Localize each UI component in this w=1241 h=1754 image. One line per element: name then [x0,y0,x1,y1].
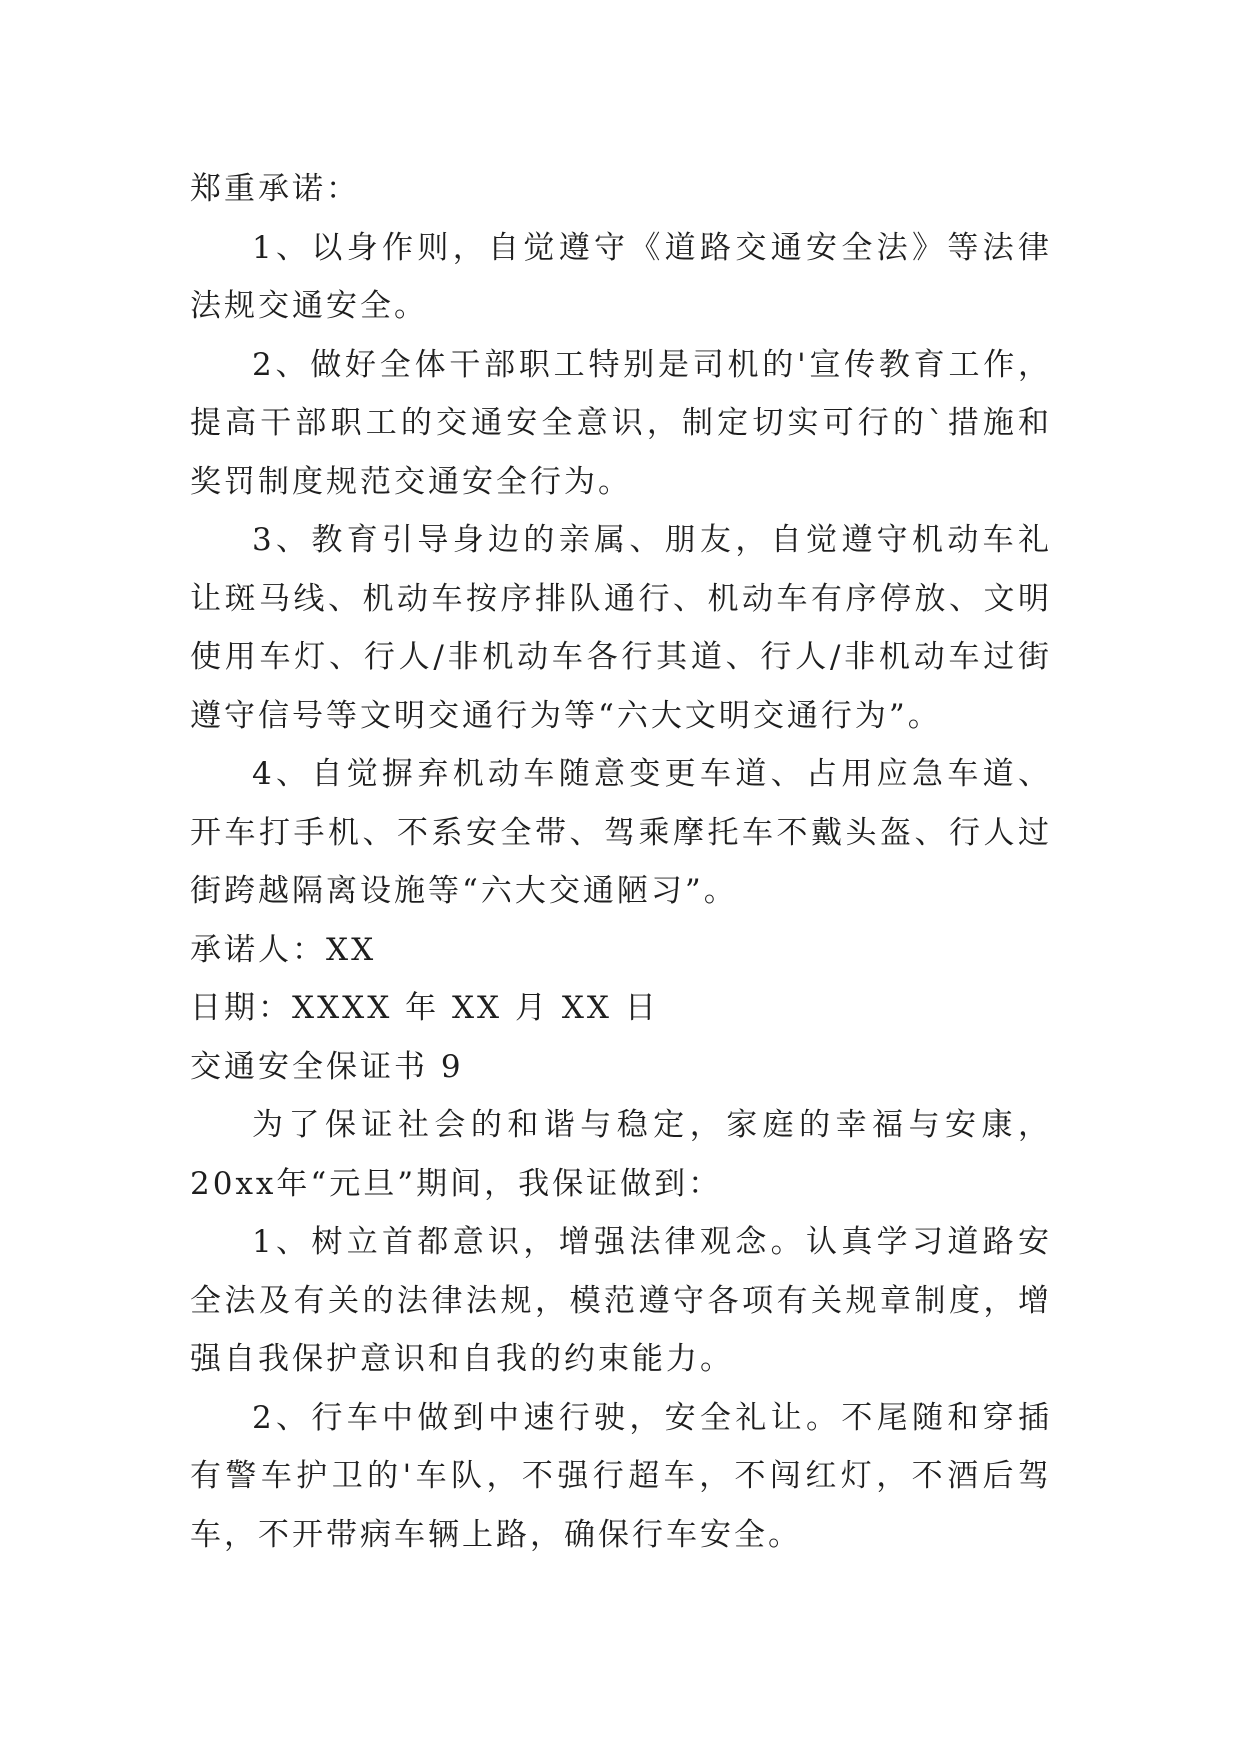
guarantee-item-2: 2、行车中做到中速行驶，安全礼让。不尾随和穿插有警车护卫的'车队，不强行超车，不闯红灯，不酒后驾车，不开带病车辆上路，确保行车安全。 [190,1399,1052,1553]
guarantee-intro: 为了保证社会的和谐与稳定，家庭的幸福与安康，20xx年“元旦”期间，我保证做到： [190,1107,1052,1202]
section-title: 交通安全保证书 9 [190,1048,464,1085]
signer-line: 承诺人：XX [190,931,377,968]
commitment-item-2: 2、做好全体干部职工特别是司机的'宣传教育工作，提高干部职工的交通安全意识，制定切实可行的`措施和奖罚制度规范交通安全行为。 [190,346,1052,500]
guarantee-item-1: 1、树立首都意识，增强法律观念。认真学习道路安全法及有关的法律法规，模范遵守各项有关规章制度，增强自我保护意识和自我的约束能力。 [190,1224,1052,1377]
commitment-item-1: 1、以身作则，自觉遵守《道路交通安全法》等法律法规交通安全。 [190,229,1052,324]
document-body [190,160,1052,1564]
commitment-heading: 郑重承诺： [190,171,360,207]
date-line: 日期：XXXX 年 XX 月 XX 日 [190,990,659,1026]
commitment-item-4: 4、自觉摒弃机动车随意变更车道、占用应急车道、开车打手机、不系安全带、驾乘摩托车不戴头盔、行人过街跨越隔离设施等“六大交通陋习”。 [190,756,1052,909]
commitment-item-3: 3、教育引导身边的亲属、朋友，自觉遵守机动车礼让斑马线、机动车按序排队通行、机动车有序停放、文明使用车灯、行人/非机动车各行其道、行人/非机动车过街遵守信号等文明交通行为等“六大文明交通行为”。 [190,522,1052,734]
